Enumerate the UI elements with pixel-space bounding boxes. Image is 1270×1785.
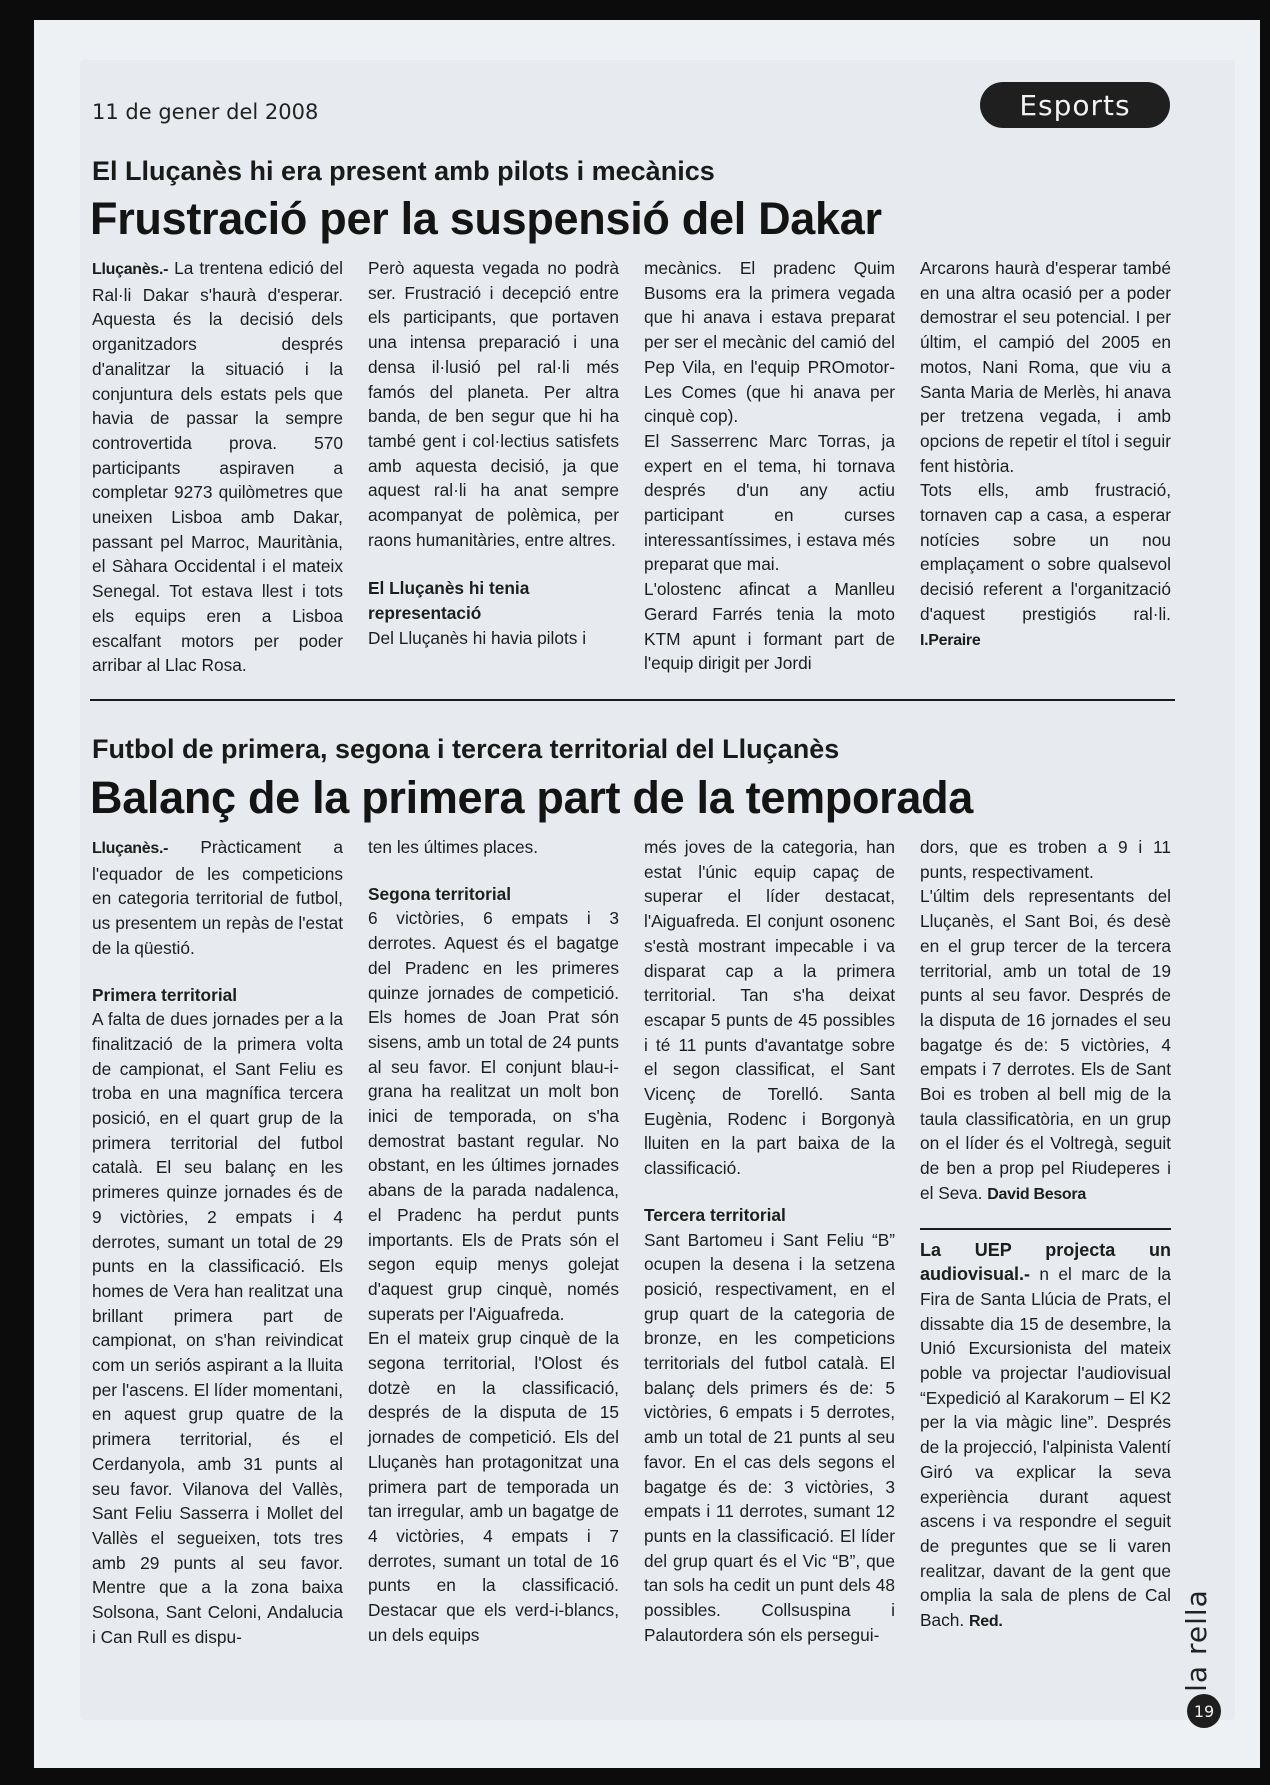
segona-territorial-heading: Segona territorial xyxy=(368,883,512,904)
article2-column-1 xyxy=(92,835,343,1650)
article2-column-2 xyxy=(368,835,619,1650)
article1-col1-text: La trentena edició del Ral·li Dakar s'haurà d'esperar. Aquesta és la decisió dels organitzadors després d'analitzar la situació i la conjuntura dels estats pels que havia de passar la sempre controvertida prova. 570 participants aspiraven a completar 9273 quilòmetres que uneixen Lisboa amb Dakar, passant pel Marroc, Mauritània, el Sàhara Occidental i el mateix Senegal. Tot estava llest i tots els equips eren a Lisboa escalfant motors per poder arribar al Llac Rosa. xyxy=(92,258,343,676)
article2-col4-paragraph: L'últim dels representants del Lluçanès, el Sant Boi, és desè en el grup tercer de la tercera territorial, amb un total de 19 punts al seu favor. Després de la disputa de 16 jornades el seu bagatge és de: 5 victòries, 4 empats i 7 derrotes. Els de Sant Boi es troben al bell mig de la taula classificatòria, en un grup on el líder és el Voltregà, seguit de ben a prop pel Riudeperes i el Seva. xyxy=(920,886,1171,1203)
article1-column-2 xyxy=(368,256,619,678)
primera-territorial-heading: Primera territorial xyxy=(92,984,238,1005)
article2-column-3 xyxy=(644,835,895,1650)
article2-byline: David Besora xyxy=(987,1185,1086,1203)
page-number: 19 xyxy=(1187,1694,1221,1728)
uep-brief-text: n el marc de la Fira de Santa Llúcia de Prats, el dissabte dia 15 de desembre, la Unió Excursionista del mateix poble va projectar l'audiovisual “Expedició al Karakorum – El K2 per la via màgic line”. Després de la projecció, l'alpinista Valentí Giró va explicar la seva experiència durant aquest ascens i va respondre el seguit de preguntes que se li varen realitzar, davant de la gent que omplia la sala de plens de Cal Bach. xyxy=(920,1264,1171,1631)
uep-brief-byline: Red. xyxy=(969,1613,1003,1631)
article1-kicker: El Lluçanès hi era present amb pilots i mecànics xyxy=(92,156,715,186)
article1-col2-paragraph-2: Del Lluçanès hi havia pilots i xyxy=(368,627,587,648)
article1-body xyxy=(92,256,1172,678)
uep-brief xyxy=(920,1228,1171,1635)
article2-col2-continuation: ten les últimes places. xyxy=(368,837,539,857)
article1-col4-paragraph-2: Tots ells, amb frustració, tornaven cap a casa, a esperar notícies sobre un nou emplaçament o sobre qualsevol decisió referent a l'organització d'aquest prestigiós ral·li. xyxy=(920,480,1171,624)
article1-column-3 xyxy=(644,256,895,678)
tercera-territorial-heading: Tercera territorial xyxy=(644,1204,786,1225)
article1-col2-paragraph: Però aquesta vegada no podrà ser. Frustració i decepció entre els participants, que portaven una intensa preparació i una densa il·lusió pel ral·li més famós del planeta. Per altra banda, de ben segur que hi ha també gent i col·lectius satisfets amb aquesta decisió, ja que aquest ral·li ha anat sempre acompanyat de polèmica, per raons humanitàries, entre altres. xyxy=(368,258,619,550)
article2-kicker: Futbol de primera, segona i tercera territorial del Lluçanès xyxy=(92,734,840,764)
magazine-brand xyxy=(1176,1580,1216,1700)
article2-col4-continuation: dors, que es troben a 9 i 11 punts, respectivament. xyxy=(920,837,1171,882)
article1-dateline: Lluçanès.- xyxy=(92,261,169,278)
tercera-territorial-text: Sant Bartomeu i Sant Feliu “B” ocupen la desena i la setzena posició, respectivament, en el grup quart de la categoria de bronze, en les competicions territorials del futbol català. El balanç dels primers és de: 5 victòries, 6 empats i 5 derrotes, amb un total de 21 punts al seu favor. En el cas dels segons el bagatge és de: 3 victòries, 3 empats i 11 derrotes, sumant 12 punts en la classificació. El líder del grup quart és el Vic “B”, que tan sols ha cedit un punt dels 48 possibles. Collsuspina i Palautordera són els persegui- xyxy=(644,1229,895,1645)
article1-col3-paragraph-3: L'olostenc afincat a Manlleu Gerard Farrés tenia la moto KTM apunt i formant part de l'equip dirigit per Jordi xyxy=(644,579,895,674)
article2-column-4 xyxy=(920,835,1171,1650)
article1-column-4 xyxy=(920,256,1171,678)
article1-col4-paragraph-1: Arcarons haurà d'esperar també en una altra ocasió per a poder demostrar el seu potencial. I per últim, el campió del 2005 en motos, Nani Roma, que viu a Santa Maria de Merlès, hi anava per tretzena vegada, i amb opcions de repetir el títol i seguir fent història. xyxy=(920,258,1171,476)
primera-territorial-text: A falta de dues jornades per a la finalització de la primera volta de campionat, el Sant Feliu es troba en una magnífica tercera posició, en el quart grup de la primera territorial del futbol català. El seu balanç en les primeres quinze jornades és de 9 victòries, 2 empats i 4 derrotes, sumant un total de 29 punts en la classificació. Els homes de Vera han realitzat una brillant primera part de campionat, on s'han reivindicat com un seriós aspirant a la lluita per l'ascens. El líder momentani, en aquest grup quatre de la primera territorial, és el Cerdanyola, amb 31 punts al seu favor. Vilanova del Vallès, Sant Feliu Sasserra i Mollet del Vallès el segueixen, tots tres amb 29 punts al seu favor. Mentre que a la zona baixa Solsona, Sant Celoni, Andalucia i Can Rull es dispu- xyxy=(92,1009,343,1647)
section-tag-esports: Esports xyxy=(980,82,1170,128)
article2-intro: Pràcticament a l'equador de les competicions en categoria territorial de futbol, us presentem un repàs de l'estat de la qüestió. xyxy=(92,837,343,958)
article1-col3-paragraph-2: El Sasserrenc Marc Torras, ja expert en el tema, hi tornava després d'un any actiu participant en curses interessantíssimes, i estava més preparat que mai. xyxy=(644,430,895,575)
magazine-brand-text: la rella xyxy=(1179,1588,1213,1692)
segona-territorial-paragraph-2: En el mateix grup cinquè de la segona territorial, l'Olost és dotzè en la classificació, després de la disputa de 15 jornades de competició. Els del Lluçanès han protagonitzat una primera part de temporada un tan irregular, amb un bagatge de 4 victòries, 4 empats i 7 derrotes, sumant un total de 16 punts en la classificació. Destacar que els verd-i-blancs, un dels equips xyxy=(368,1328,619,1645)
article1-col3-paragraph-1: mecànics. El pradenc Quim Busoms era la primera vegada que hi anava i estava preparat per ser el mecànic del camió del Pep Vila, en l'equip PROmotor-Les Comes (que hi anava per cinquè cop). xyxy=(644,258,895,427)
article1-headline: Frustració per la suspensió del Dakar xyxy=(90,193,882,244)
article2-headline: Balanç de la primera part de la temporada xyxy=(90,772,974,823)
article1-column-1 xyxy=(92,256,343,678)
issue-date: 11 de gener del 2008 xyxy=(92,100,319,124)
article1-byline: I.Peraire xyxy=(920,631,981,649)
segona-territorial-paragraph-1: 6 victòries, 6 empats i 3 derrotes. Aquest és el bagatge del Pradenc en les primeres quinze jornades de competició. Els homes de Joan Prat són sisens, amb un total de 24 punts al seu favor. El conjunt blau-i-grana ha realitzat un molt bon inici de temporada, on s'ha demostrat bastant regular. No obstant, en les últimes jornades abans de la parada nadalenca, el Pradenc ha perdut punts importants. Els de Prats són el segon equip menys golejat d'aquest grup cinquè, només superats per l'Aiguafreda. xyxy=(368,908,619,1324)
article2-dateline: Lluçanès.- xyxy=(92,840,169,857)
article1-subheading: El Lluçanès hi tenia representació xyxy=(368,578,530,624)
article2-col3-continuation: més joves de la categoria, han estat l'únic equip capaç de superar el líder destacat, l'Aiguafreda. El conjunt osonenc s'està mostrant impecable i va disparat cap a la primera territorial. Tan s'ha deixat escapar 5 punts de 45 possibles i té 11 punts d'avantatge sobre el segon classificat, el Sant Vicenç de Torelló. Santa Eugènia, Rodenc i Borgonyà lluiten en la part baixa de la classificació. xyxy=(644,837,895,1179)
article-divider xyxy=(90,699,1175,701)
article2-body xyxy=(92,835,1172,1650)
uep-brief-heading: La UEP projecta un audiovisual.- xyxy=(920,1239,1171,1285)
